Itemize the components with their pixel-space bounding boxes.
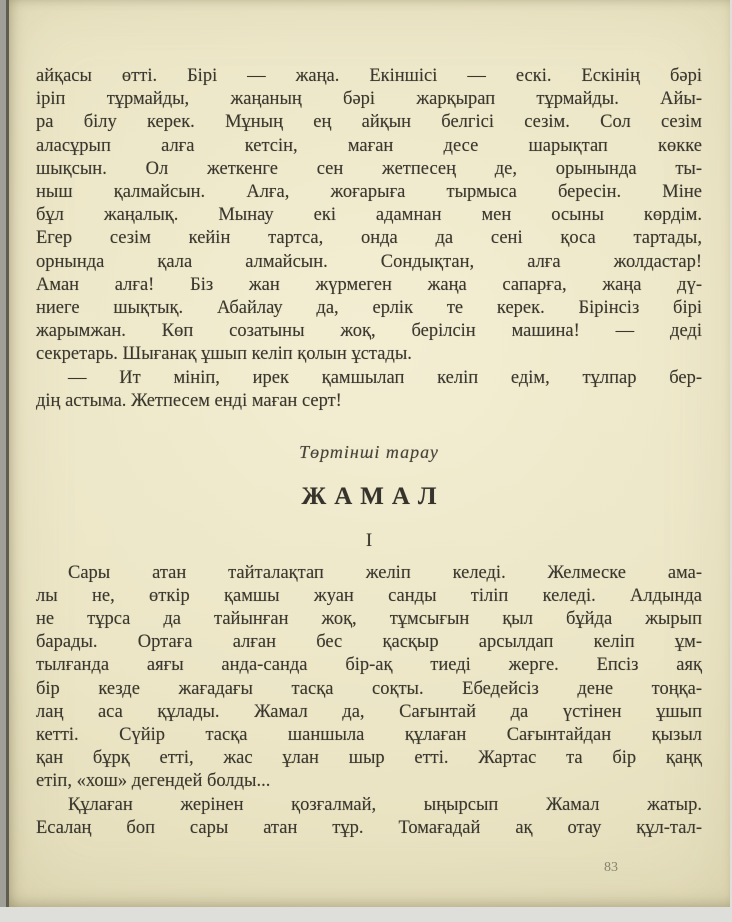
section-numeral: I <box>365 530 373 552</box>
text-line: аласұрып алға кетсін, маған десе шарықтап көкке <box>36 135 702 156</box>
text-line: секретарь. Шығанақ ұшып келіп қолын ұстады. <box>36 344 412 365</box>
paragraph-dialogue <box>36 367 702 413</box>
text-line: бұл жаңалық. Мынау екі адамнан мен осыны көрдім. <box>36 205 702 226</box>
text-line: айқасы өтті. Бірі — жаңа. Екіншісі — ескі. Ескінің бәрі <box>36 66 702 86</box>
paragraph <box>36 794 702 840</box>
page-number: 83 <box>604 860 618 875</box>
text-line: етіп, «хош» дегендей болды... <box>36 771 271 792</box>
chapter-title: ЖАМАЛ <box>301 483 445 511</box>
text-line: лаң аса құлады. Жамал да, Сағынтай да үстінен ұшып <box>36 701 702 722</box>
text-line: орнында қала алмайсын. Сондықтан, алға жолдастар! <box>36 251 702 272</box>
text-line: Егер сезім кейін тартса, онда да сені қоса тартады, <box>36 228 702 249</box>
body-text-block-top <box>36 0 702 413</box>
body-text-block-bottom <box>36 562 702 840</box>
text-line: не тұрса да тайынған жоқ, тұмсығын қыл бұйда жырып <box>36 609 702 630</box>
text-line: ниеге шықтық. Абайлау да, ерлік те керек. Бірінсіз бірі <box>36 298 702 319</box>
text-line: Сары атан тайталақтап желіп келеді. Желмеске ама- <box>68 562 702 583</box>
text-line: лы не, өткір қамшы жуан санды тіліп келеді. Алдында <box>36 585 702 606</box>
book-page <box>9 0 730 907</box>
text-line: бір кезде жағадағы тасқа соқты. Ебедейсіз дене тоңқа- <box>36 678 702 699</box>
text-line: кетті. Сүйір тасқа шаншыла құлаған Сағынтайдан қызыл <box>36 725 702 746</box>
text-line: барады. Ортаға алған бес қасқыр арсылдап келіп ұм- <box>36 632 702 653</box>
text-line: дің астыма. Жетпесем енді маған серт! <box>36 390 342 411</box>
text-line: Құлаған жерінен қозғалмай, ыңырсып Жамал жатыр. <box>68 794 702 815</box>
text-line: — Ит мініп, ирек қамшылап келіп едім, тұлпар бер- <box>68 367 702 388</box>
text-line: қан бұрқ етті, жас ұлан шыр етті. Жартас та бір қаңқ <box>36 748 702 769</box>
text-line: ра білу керек. Мұның ең айқын белгісі сезім. Сол сезім <box>36 112 702 133</box>
chapter-heading: Төртінші тарау <box>299 442 439 463</box>
page-content <box>36 0 702 907</box>
paragraph <box>36 65 702 367</box>
text-line: іріп тұрмайды, жаңаның бәрі жарқырап тұрмайды. Айы- <box>36 89 702 110</box>
text-line: жарымжан. Көп созатыны жоқ, берілсін машина! — деді <box>36 321 702 342</box>
text-line: тылғанда аяғы анда-санда бір-ақ тиеді жерге. Епсіз аяқ <box>36 655 702 676</box>
text-line: ныш қалмайсын. Алға, жоғарыға тырмыса бересін. Міне <box>36 182 702 203</box>
text-line: Есалаң боп сары атан тұр. Томағадай ақ отау құл-тал- <box>36 817 702 838</box>
paragraph <box>36 562 702 794</box>
text-line: Аман алға! Біз жан жүрмеген жаңа сапарға, жаңа дү- <box>36 274 702 295</box>
text-line: шықсын. Ол жеткенге сен жетпесең де, орынында ты- <box>36 158 702 179</box>
